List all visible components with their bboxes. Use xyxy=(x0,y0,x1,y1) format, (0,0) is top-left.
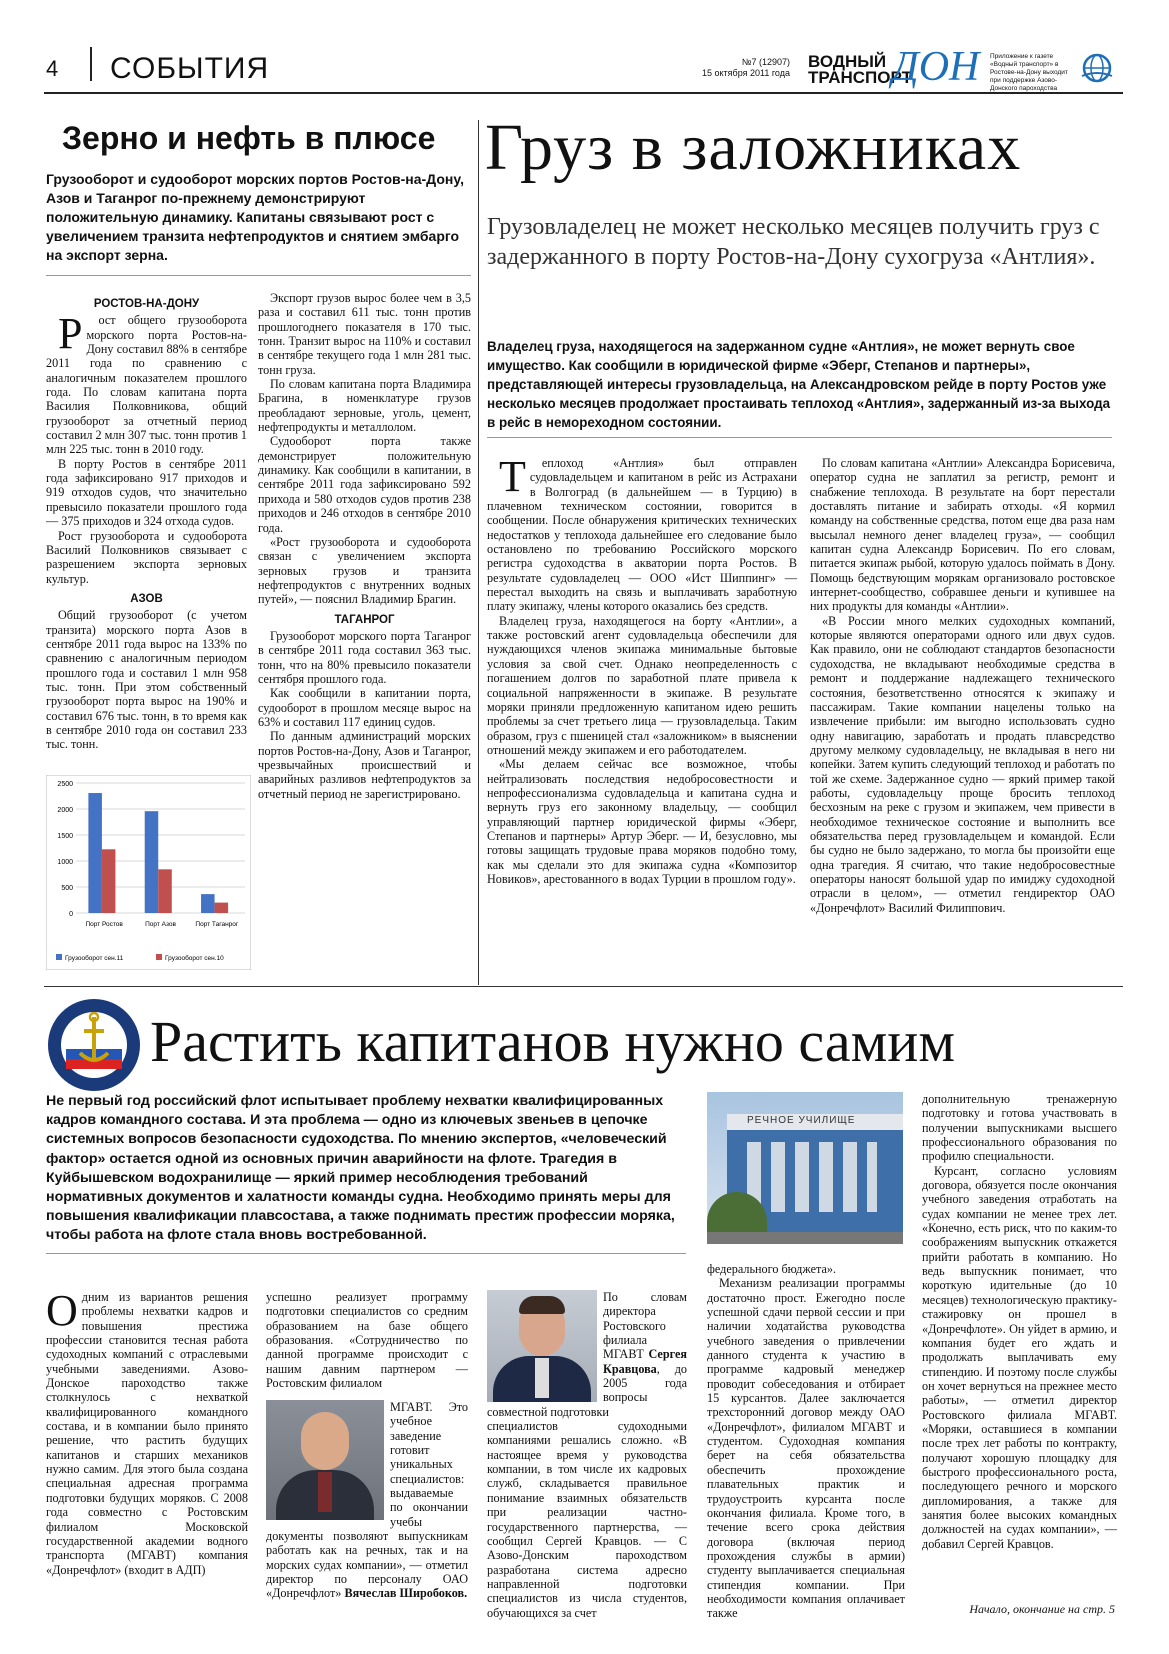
paragraph: Общий грузооборот (с учетом транзита) морского порта Азов в сентябре 2011 года вырос на 133% по сравнению с аналогичным периодом прошлого года и составил 1 млн 958 тыс. тонн. При этом собственный грузооборот порта вырос на 190% и составил 676 тыс. тонн, в то время как в сентябре 2010 года он составил 233 тыс. тонн. xyxy=(46,608,247,752)
article3-col5 xyxy=(922,1092,1117,1551)
paragraph: специалистов судоходными компаниями решались сложно. «В настоящее время у руководства компании, в том числе их кадровых служб, складывается правильное понимание взаимных обязательств при реализации частно-государственного партнерства, — сообщил Сергей Кравцов. — С Азово-Донским пароходством разработана система адресно направленной подготовки специалистов из числа студентов, обучающихся за счет xyxy=(487,1419,687,1620)
page-number: 4 xyxy=(46,56,59,81)
legend-label: Грузооборот сен.11 xyxy=(65,955,124,962)
paragraph: Как сообщили в капитании порта, судооборот в прошлом месяце вырос на 63% и составил 117 единиц судов. xyxy=(258,686,471,729)
bar xyxy=(88,793,102,913)
y-tick-label: 1500 xyxy=(57,833,73,840)
photo-float-space xyxy=(266,1400,390,1522)
building-photo xyxy=(707,1092,903,1244)
subhead-taganrog: ТАГАНРОГ xyxy=(334,613,395,626)
article3-col2a xyxy=(266,1290,468,1390)
paragraph: Курсант, согласно условиям договора, обязуется после окончания учебного заведения отработать на судах компании не менее трех лет. «Конечно, есть риск, что по каким-то соображениям выпускник откажется прийти работать в компанию. Но ведь выпускник понимает, что короткую идительные (до 10 месяцев) технологическую практику-стажировку он прошел в «Донречфлоте». Он уйдет в армию, и компания будет его ждать и продолжать выплачивать ему стипендию. И поэтому после службы он хочет вернуться на прежнее место работы», — отметил директор Ростовского филиала МГАВТ. «Моряки, оставшиеся в компании после трех лет работы по контракту, получают хорошую площадку для быстрого профессионального роста, последующего речного и морского дипломирования, а также для занятия более высоких командных должностей на судах компании», — добавил Сергей Кравцов. xyxy=(922,1163,1117,1551)
cargo-bar-chart xyxy=(46,775,251,970)
logo-line1: ВОДНЫЙ xyxy=(808,52,887,71)
subhead-rostov: РОСТОВ-НА-ДОНУ xyxy=(93,298,200,310)
paragraph: успешно реализует программу подготовки специалистов со средним образованием на базе общего образования. «Сотрудничество по данной программе происходит с нашим давним партнером — Ростовским филиалом xyxy=(266,1290,468,1391)
article2-deck: Грузовладелец не может несколько месяцев получить груз с задержанного в порту Ростов-на-Дону сухогруза «Антлия». xyxy=(487,214,1100,270)
y-tick-label: 2000 xyxy=(57,807,73,814)
y-tick-label: 0 xyxy=(69,911,73,918)
legend-label: Грузооборот сен.10 xyxy=(165,955,224,962)
building-sign: РЕЧНОЕ УЧИЛИЩЕ xyxy=(747,1115,856,1126)
globe-logo-icon xyxy=(1080,52,1114,84)
paragraph: МГАВТ. Это учебное заведение готовит уникальных специалистов: выдаваемые по окончании учебы документы позволяют выпускникам работать как на речных, так и на морских судах компании», — отметил директор по персоналу ОАО «Донречфлот» xyxy=(266,1400,468,1601)
bar xyxy=(158,869,172,913)
header-divider xyxy=(90,47,92,81)
photo-float-space xyxy=(487,1290,603,1404)
paragraph: В порту Ростов в сентябре 2011 года зафиксировано 917 приходов и 919 отходов судов, что значительно превысило показатели прошлого года — 375 приходов и 324 отхода судов. xyxy=(46,456,247,529)
article2-col2 xyxy=(810,456,1115,915)
article2-lead: Владелец груза, находящегося на задержанном судне «Антлия», не может вернуть свое имущество. Как сообщили в юридической фирме «Эберг, Степанов и партнеры», представляющей интересы грузовладельца, на Александровском рейде в порту Ростов уже несколько месяцев продолжает простаивать теплоход «Антлия», задержанный из-за выхода в рейс в немореходном состоянии. xyxy=(487,339,1111,430)
paragraph: «Мы делаем сейчас все возможное, чтобы нейтрализовать последствия недобросовестности и непрофессионализма судовладельца и капитана судна и вернуть груз его законному владельцу, — сообщил управляющий партнер юридической фирмы «Эберг, Степанов и партнеры» Артур Эберг. — И, безусловно, мы готовы защищать трудовые права моряков подобно тому, как мы сделали это для экипажа судна «Композитор Новиков», арестованного в водах Турции в прошлом году». xyxy=(487,757,797,886)
article3-col1 xyxy=(46,1286,248,1577)
paragraph: «В России много мелких судоходных компаний, которые являются операторами одного или двух судов. Как правило, они не соблюдают стандартов безопасности судоходства, не вкладывают необходимые средства в ремонт и поддержание надлежащего технического состояния, безответственно относятся к экипажу и пассажирам. Такие компании нацелены только на извлечение прибыли: им выгодно использовать судно одну навигацию, заработать и продать плавсредство другому мелкому судовладельцу, не вкладывая в него ни копейки. Затем купить следующий теплоход и работать по той же схеме. Задержанное судно — яркий пример такой работы, судовладельцу проще бросить теплоход бесхозным на реке с грузом и экипажем, чем привести в необходимое техническое состояние и выполнить все обязательства перед грузовладельцем и командой. Если бы судно не было задержано, то могла бы произойти еще одна трагедия. Я считаю, что такие недобросовестные операторы наносят большой удар по имиджу судоходной отрасли в целом», — отметил гендиректор ОАО «Донречфлот» Василий Филиппович. xyxy=(810,613,1115,915)
rosmorrechflot-emblem-icon xyxy=(46,997,142,1093)
continued-note: Начало, окончание на стр. 5 xyxy=(969,1602,1115,1616)
paragraph: Грузооборот морского порта Таганрог в сентябре 2011 года составил 363 тыс. тонн, что на 80% превысило показатели сентября прошлого года. xyxy=(258,628,471,686)
logo-don: ДОН xyxy=(892,44,980,90)
article3-lead: Не первый год российский флот испытывает проблему нехватки квалифицированных кадров командного состава. И эта проблема — одно из ключевых звеньев в цепочке системных вопросов безопасности судоходства. По мнению экспертов, «человеческий фактор» остается одной из основных причин аварийности на флоте. Трагедия в Куйбышевском водохранилище — яркий пример несоблюдения требований нормативных документов и халатности команды судна. Необходимо принять меры для повышения квалификации плавсостава, а также поднимать престиж профессии моряка, чтобы работа на флоте стала вновь востребованной. xyxy=(46,1093,675,1244)
paragraph: , до 2005 года вопросы совместной подготовки xyxy=(487,1361,687,1419)
logo-line2: ТРАНСПОРТ xyxy=(808,68,913,87)
legend-swatch xyxy=(156,954,162,960)
y-tick-label: 2500 xyxy=(57,781,73,788)
paragraph: Экспорт грузов вырос более чем в 3,5 раза и составил 611 тыс. тонн против прошлогоднего показателя в 170 тыс. тонн. Транзит вырос на 110% и составил в сентябре текущего года 1 млн 281 тыс. тонн груза. xyxy=(258,291,471,377)
paragraph: По словам капитана порта Владимира Брагина, в номенклатуре грузов преобладают зерновые, уголь, цемент, нефтепродукты и металлолом. xyxy=(258,377,471,435)
paragraph: «Рост грузооборота и судооборота связан с увеличением экспорта зерновых грузов и транзита нефтепродуктов с внутренних водных путей», — пояснил Владимир Брагин. xyxy=(258,534,471,607)
bar xyxy=(201,894,215,913)
column-divider xyxy=(478,120,479,985)
paragraph: Одним из вариантов решения проблемы нехватки кадров и повышения престижа профессии становится тесная работа судоходных компаний с отраслевыми учебными заведениями. Азово-Донское пароходство также столкнулось с нехваткой квалифицированного командного состава, и в компании было принято решение, что растить будущих капитанов и старших механиков нужно самим. Для этого была создана специальная адресная программа подготовки будущих моряков. С 2008 года совместно с Ростовским филиалом Московской государственной академии водного транспорта (МГАВТ) компания «Донречфлот» (входит в АДП) xyxy=(46,1286,248,1577)
subhead-azov: АЗОВ xyxy=(130,592,163,605)
publisher-note: Приложение к газете «Водный транспорт» в Ростове-на-Дону выходит при поддержке Азово-Донского пароходства xyxy=(990,53,1068,92)
paragraph: По данным администраций морских портов Ростов-на-Дону, Азов и Таганрог, чрезвычайных происшествий и аварийных разливов нефтепродуктов за отчетный период не зарегистрировано. xyxy=(258,729,471,801)
section-rule xyxy=(44,986,1123,987)
article1-title: Зерно и нефть в плюсе xyxy=(62,120,436,156)
article3-col3 xyxy=(487,1290,687,1620)
article2-title: Груз в заложниках xyxy=(485,111,1022,184)
article1-lead-rule xyxy=(46,275,471,276)
issue-date: 15 октября 2011 года xyxy=(702,68,790,78)
paragraph: Механизм реализации программы достаточно прост. Ежегодно после успешной сдачи первой сессии и при наличии ходатайства руководства учебного заведения о привлечении данного студента к участию в программе кадровый менеджер проводит собеседования и отбирает 15 курсантов. Далее заключается трехсторонний договор между ОАО «Донречфлот», филиалом МГАВТ и студентом. Судоходная компания берет на себя обязательства обеспечить прохождение плавательных практик и трудоустроить курсанта после окончания филиала. Кроме того, в течение всего срока действия договора (включая период прохождения службы в армии) студенту выплачивается специальная стипендия компании. При необходимости компания оплачивает также xyxy=(707,1276,905,1621)
bar xyxy=(102,849,116,913)
paragraph: Судооборот порта также демонстрирует положительную динамику. Как сообщили в капитании, в сентябре 2011 года зафиксировано 592 прихода и 580 отходов судов против 238 приходов и 246 отходов в сентябре 2010 года. xyxy=(258,434,471,535)
x-tick-label: Порт Азов xyxy=(145,921,176,928)
header-rule xyxy=(44,92,1123,94)
article3-col2b xyxy=(266,1400,468,1601)
section-title: СОБЫТИЯ xyxy=(110,52,270,85)
paragraph: Владелец груза, находящегося на борту «Антлии», а также ростовский агент судовладельца обеспечили для нуждающихся членов экипажа минимальные бытовые условия за свой счет. Однако неопределенность с погашением долгов по заработной плате привела к социальной напряженности в экипаже. В результате моряки приняли предложенную капитаном идею решить проблемы за счет третьего лица — грузовладельца. Таким образом, груз с пшеницей стал «заложником» в выяснении отношений между экипажем и его работодателем. xyxy=(487,613,797,757)
paragraph: Теплоход «Антлия» был отправлен судовладельцем и капитаном в рейс из Астрахани в Волгоград (в дальнейшем — в Турцию) в плачевном техническом состоянии, говорится в сообщении. После обнаружения критических технических недостатков у теплохода дальнейшее его следование было остановлено по требованию Российского морского регистра судоходства в акватории порта Ростов. В результате судовладелец — ООО «Ист Шиппинг» — перестал выходить на связь и выплачивать заработную плату экипажу, члены которого оказались без средств. xyxy=(487,452,797,614)
bar xyxy=(215,903,229,913)
bar xyxy=(145,811,159,913)
x-tick-label: Порт Ростов xyxy=(85,921,123,928)
article3-title: Растить капитанов нужно самим xyxy=(150,1009,956,1074)
article1-lead: Грузооборот и судооборот морских портов Ростов-на-Дону, Азов и Таганрог по-прежнему демонстрируют положительную динамику. Капитаны связывают рост с увеличением транзита нефтепродуктов и снятием эмбарго на экспорт зерна. xyxy=(46,171,464,263)
issue-number: №7 (12907) xyxy=(741,57,790,67)
person-name: Сергея Кравцова xyxy=(603,1347,687,1376)
paragraph: Рост общего грузооборота морского порта Ростов-на-Дону составил 88% в сентябре 2011 года по сравнению с аналогичным показателем прошлого года. По словам капитана порта Василия Полковникова, общий грузооборот за отчетный период составил 2 млн 307 тыс. тонн против 1 млн 225 тыс. тонн в 2010 году. xyxy=(46,309,247,457)
article3-col4 xyxy=(707,1262,905,1621)
article1-col2 xyxy=(258,291,471,801)
paragraph: По словам капитана «Антлии» Александра Борисевича, оператор судна не заплатил за регистр, ремонт и снабжение теплохода. В результате на борт перестали доставлять питание и забирать отходы. «Я кормил команду на собственные средства, потом еще два раза нам высылал немного денег владелец груза», — сообщил капитан судна Александр Борисевич. По его словам, питается экипаж рыбой, которую удалось поймать в Дону. Помощь бедствующим морякам организовало ростовское интернет-сообщество, собравшее деньги и купившее на них продукты для команды «Антлии». xyxy=(810,456,1115,614)
y-tick-label: 1000 xyxy=(57,859,73,866)
x-tick-label: Порт Таганрог xyxy=(195,921,239,928)
paragraph: федерального бюджета». xyxy=(707,1262,837,1276)
paragraph: Рост грузооборота и судооборота Василий Полковников связывает с разрешением экспорта зерновых культур. xyxy=(46,528,247,586)
article1-col1 xyxy=(46,291,247,752)
article2-col1 xyxy=(487,452,797,886)
article2-lead-rule xyxy=(487,437,1112,438)
paragraph: дополнительную тренажерную подготовку и готова участвовать в получении выпускниками высшего профессионального образования по профилю специальности. xyxy=(922,1092,1117,1164)
y-tick-label: 500 xyxy=(61,885,73,892)
paragraph: По словам директора Ростовского филиала МГАВТ xyxy=(603,1290,687,1362)
article3-lead-rule xyxy=(46,1253,686,1254)
person-name: Вячеслав Широбоков. xyxy=(344,1586,468,1601)
legend-swatch xyxy=(56,954,62,960)
